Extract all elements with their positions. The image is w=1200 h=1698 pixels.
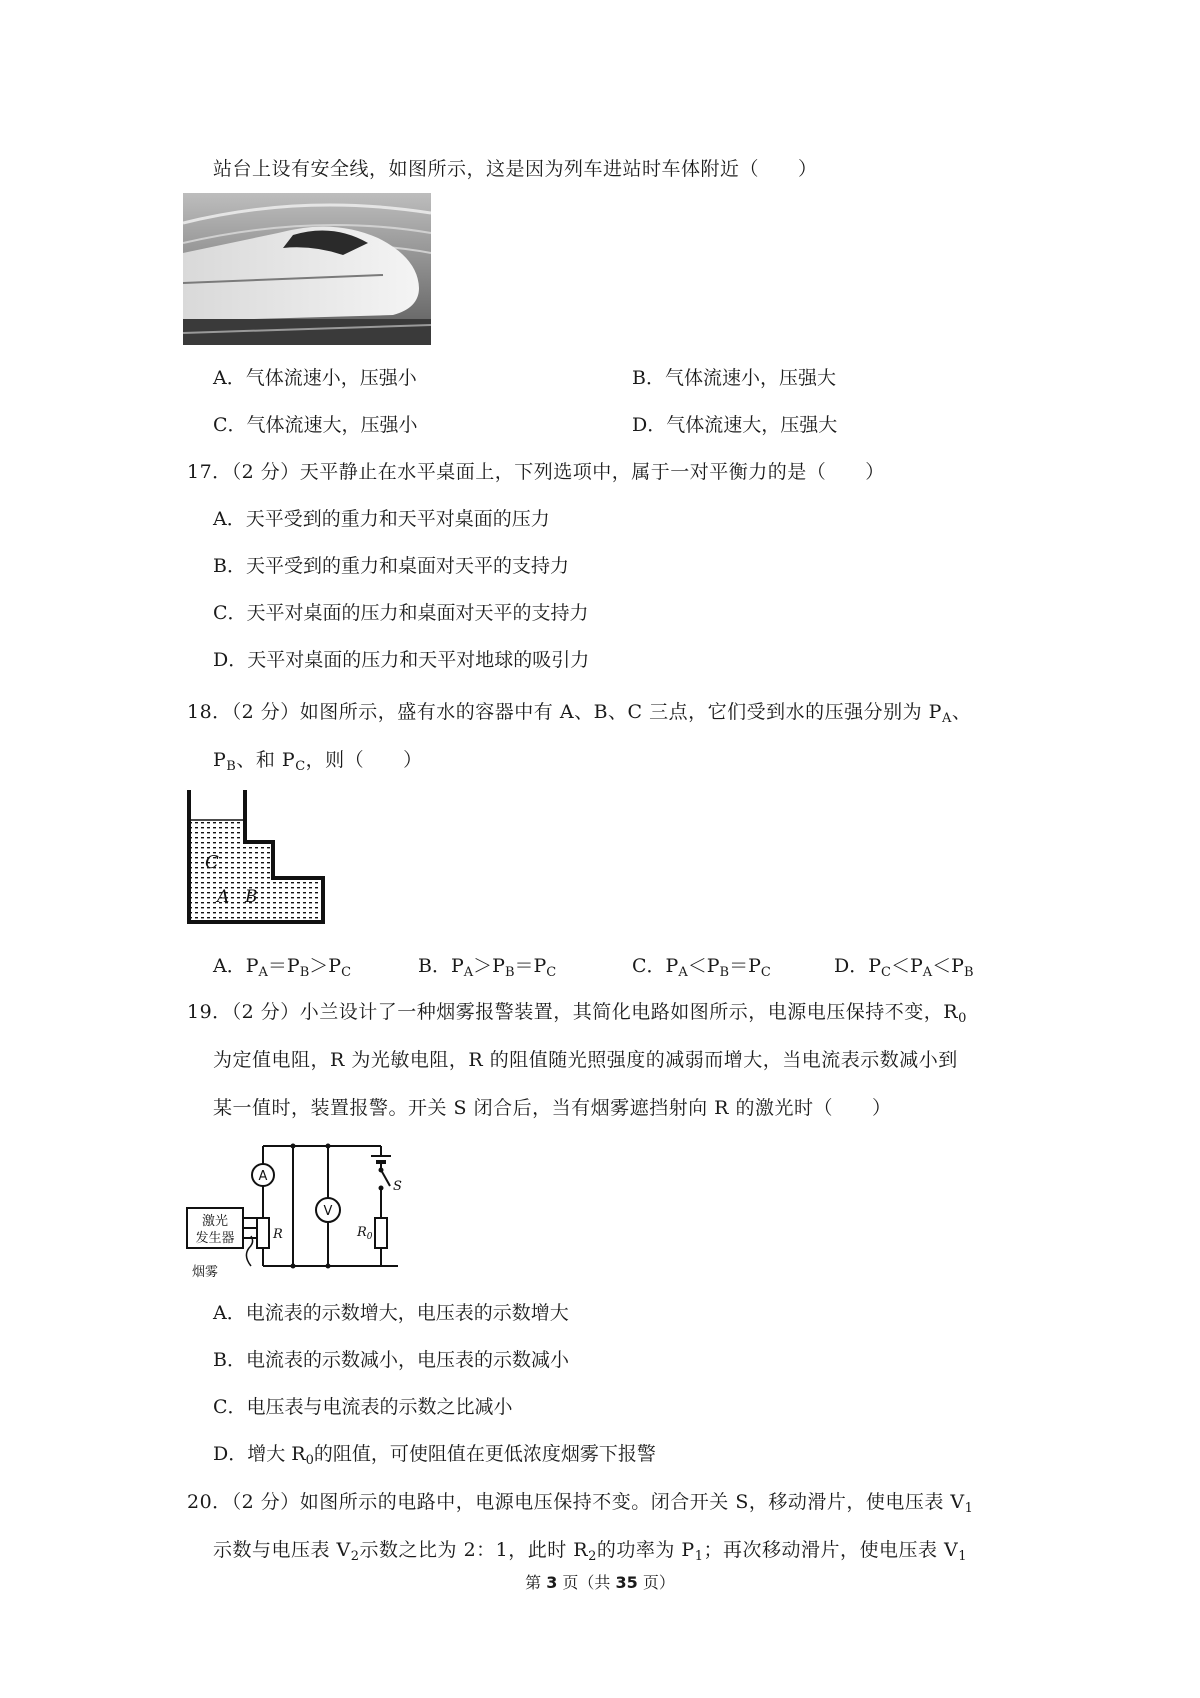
q19-option-c: C．电压表与电流表的示数之比减小	[213, 1396, 513, 1418]
q18-stem-line-2: $P_B$、和 $P_C$，则（ ）	[213, 749, 423, 774]
q19-stem-line-2: 为定值电阻，R 为光敏电阻，R 的阻值随光照强度的减弱而增大，当电流表示数减小到	[213, 1049, 958, 1071]
laser-label-1: 激光	[201, 1214, 229, 1229]
resistor-r0-label: $R_0$	[357, 1225, 373, 1242]
q19-option-b: B．电流表的示数减小，电压表的示数减小	[213, 1349, 569, 1371]
q19-option-a: A．电流表的示数增大，电压表的示数增大	[213, 1302, 569, 1324]
q19-stem-line-1: 19．（2 分）小兰设计了一种烟雾报警装置，其简化电路如图所示，电源电压保持不变，$R_0$	[187, 1001, 967, 1026]
q18-option-d: D．$P_C<P_A<P_B$	[834, 955, 974, 980]
ammeter-label: A	[258, 1169, 268, 1184]
q20-stem-line-1: 20．（2 分）如图所示的电路中，电源电压保持不变。闭合开关 S，移动滑片，使电压表 $V_1$	[187, 1491, 974, 1516]
q16-stem: 站台上设有安全线，如图所示，这是因为列车进站时车体附近（ ）	[213, 158, 818, 180]
q20-stem-line-2: 示数与电压表 $V_2$示数之比为 2：1，此时 $R_2$的功率为 $P_1$；再次移动滑片，使电压表 $V_1$	[213, 1539, 968, 1564]
q17-option-b: B．天平受到的重力和桌面对天平的支持力	[213, 555, 569, 577]
q18-option-a: A．$P_A=P_B>P_C$	[213, 955, 352, 980]
q16-option-c: C．气体流速大，压强小	[213, 414, 418, 436]
switch-label: S	[393, 1179, 402, 1194]
q18-stem-line-1: 18．（2 分）如图所示，盛有水的容器中有 A、B、C 三点，它们受到水的压强分别为 $P_A$、	[187, 701, 972, 726]
q19-option-d: D．增大 $R_0$的阻值，可使阻值在更低浓度烟雾下报警	[213, 1443, 656, 1468]
q17-option-d: D．天平对桌面的压力和天平对地球的吸引力	[213, 649, 590, 671]
water-container-figure	[183, 790, 333, 930]
q16-option-b: B．气体流速小，压强大	[632, 367, 836, 389]
q16-option-d: D．气体流速大，压强大	[632, 414, 838, 436]
q16-option-a: A．气体流速小，压强小	[213, 367, 417, 389]
point-a-label: A	[217, 887, 230, 907]
laser-label-2: 发生器	[195, 1231, 235, 1246]
page-footer: 第 3 页（共 35 页）	[525, 1573, 675, 1592]
q18-option-c: C．$P_A<P_B=P_C$	[632, 955, 771, 980]
point-b-label: B	[245, 887, 258, 907]
q18-option-b: B．$P_A>P_B=P_C$	[418, 955, 557, 980]
smoke-alarm-circuit	[183, 1136, 418, 1286]
q17-option-a: A．天平受到的重力和天平对桌面的压力	[213, 508, 550, 530]
point-c-label: C	[205, 852, 219, 873]
train-photo	[183, 193, 431, 345]
q17-stem: 17．（2 分）天平静止在水平桌面上，下列选项中，属于一对平衡力的是（ ）	[187, 461, 885, 483]
resistor-r-label: R	[273, 1227, 283, 1242]
voltmeter-label: V	[323, 1204, 333, 1219]
smoke-label: 烟雾	[191, 1265, 219, 1280]
q19-stem-line-3: 某一值时，装置报警。开关 S 闭合后，当有烟雾遮挡射向 R 的激光时（ ）	[213, 1097, 892, 1119]
q17-option-c: C．天平对桌面的压力和桌面对天平的支持力	[213, 602, 589, 624]
